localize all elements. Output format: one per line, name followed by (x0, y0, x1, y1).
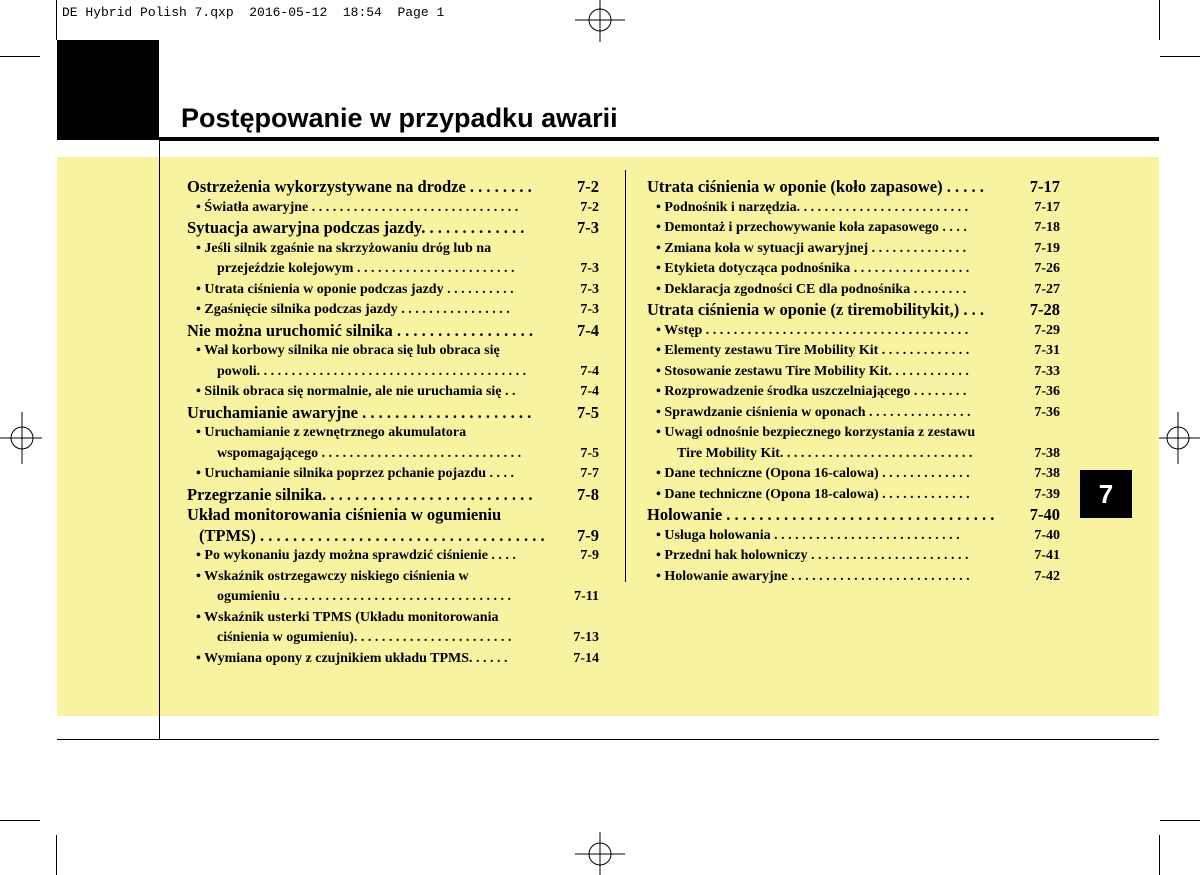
toc-subsection-entry[interactable] (647, 382, 1060, 403)
toc-entry-label: • Utrata ciśnienia w oponie podczas jazdy . . . . . . . . . . (196, 281, 514, 297)
toc-entry-page: 7-4 (580, 384, 599, 399)
toc-entry-label: • Po wykonaniu jazdy można sprawdzić ciśnienie . . . . (196, 548, 516, 563)
toc-section-entry[interactable] (647, 505, 1060, 526)
toc-entry-label: Tire Mobility Kit. . . . . . . . . . . . . . . . . . . . . . . . . . . . (677, 445, 973, 461)
toc-entry-label: • Uruchamianie silnika poprzez pchanie pojazdu . . . . (196, 466, 514, 481)
toc-entry-label: • Usługa holowania . . . . . . . . . . . . . . . . . . . . . . . . . . . (656, 527, 960, 543)
toc-subsection-entry[interactable] (647, 259, 1060, 280)
toc-entry-label: • Elementy zestawu Tire Mobility Kit . . . . . . . . . . . . . (656, 343, 970, 358)
toc-entry-label: • Zgaśnięcie silnika podczas jazdy . . . . . . . . . . . . . . . . (196, 302, 510, 317)
toc-subsection-entry[interactable] (647, 218, 1060, 239)
toc-entry-label: • Rozprowadzenie środka uszczelniającego . . . . . . . . (656, 384, 967, 399)
toc-entry-label: Utrata ciśnienia w oponie (koło zapasowe) . . . . . (647, 177, 984, 196)
toc-entry-page: 7-27 (1034, 281, 1060, 297)
registration-mark-right (1158, 412, 1200, 464)
crop-mark-top-right-v (1159, 0, 1160, 40)
toc-entry-page: 7-36 (1034, 384, 1060, 399)
toc-subsection-entry[interactable] (647, 526, 1060, 547)
toc-entry-page: 7-4 (577, 320, 599, 340)
toc-subsection-entry[interactable] (647, 464, 1060, 485)
toc-entry-label: • Wał korbowy silnika nie obraca się lub obraca się (196, 343, 500, 358)
toc-subsection-entry[interactable] (647, 321, 1060, 342)
toc-subsection-entry[interactable] (187, 608, 599, 629)
toc-subsection-entry[interactable] (187, 649, 599, 670)
title-rule (159, 137, 1159, 141)
toc-subsection-entry[interactable] (647, 546, 1060, 567)
crop-mark-bottom-right-h (1160, 820, 1200, 821)
crop-mark-top-right-h (1160, 56, 1200, 57)
column-divider (625, 170, 626, 582)
toc-entry-label: • Stosowanie zestawu Tire Mobility Kit. . . . . . . . . . . . (656, 363, 969, 379)
toc-entry-label: • Światła awaryjne . . . . . . . . . . . . . . . . . . . . . . . . . . . . . . (196, 199, 519, 215)
registration-mark-bottom (575, 832, 625, 875)
toc-subsection-entry[interactable] (187, 382, 599, 403)
toc-subsection-entry[interactable] (187, 423, 599, 444)
toc-subsection-entry[interactable] (647, 362, 1060, 383)
toc-entry-page: 7-31 (1034, 343, 1060, 358)
toc-entry-page: 7-7 (580, 466, 599, 481)
toc-subsection-entry[interactable] (187, 259, 599, 280)
toc-entry-page: 7-19 (1034, 240, 1060, 256)
toc-entry-label: Sytuacja awaryjna podczas jazdy. . . . . . . . . . . . . (187, 218, 525, 237)
toc-subsection-entry[interactable] (187, 628, 599, 649)
toc-entry-page: 7-3 (580, 302, 599, 317)
registration-mark-left (0, 412, 42, 464)
toc-subsection-entry[interactable] (647, 423, 1060, 444)
toc-entry-label: • Zmiana koła w sytuacji awaryjnej . . . . . . . . . . . . . . (656, 240, 967, 256)
toc-section-entry[interactable] (187, 177, 599, 198)
toc-entry-page: 7-2 (580, 199, 599, 215)
toc-subsection-entry[interactable] (647, 239, 1060, 260)
crop-mark-top-left-h (0, 56, 40, 57)
toc-subsection-entry[interactable] (647, 567, 1060, 588)
crop-mark-bottom-left-h (0, 820, 40, 821)
toc-entry-page: 7-33 (1034, 363, 1060, 379)
print-header: DE Hybrid Polish 7.qxp 2016-05-12 18:54 Page 1 (62, 5, 445, 20)
toc-entry-label: • Wymiana opony z czujnikiem układu TPMS. . . . . . (196, 650, 508, 666)
toc-entry-page: 7-42 (1034, 568, 1060, 584)
toc-subsection-entry[interactable] (187, 362, 599, 383)
toc-entry-label: Ostrzeżenia wykorzystywane na drodze . . . . . . . . (187, 177, 532, 196)
toc-section-entry[interactable] (187, 505, 599, 526)
toc-entry-page: 7-36 (1034, 404, 1060, 420)
toc-entry-label: ciśnienia w ogumieniu). . . . . . . . . . . . . . . . . . . . . . . (217, 630, 512, 645)
toc-entry-label: (TPMS) . . . . . . . . . . . . . . . . . . . . . . . . . . . . . . . . . . . (199, 525, 545, 545)
toc-subsection-entry[interactable] (187, 546, 599, 567)
crop-mark-bottom-right-v (1159, 835, 1160, 875)
toc-entry-page: 7-38 (1034, 466, 1060, 481)
toc-entry-label: • Deklaracja zgodności CE dla podnośnika . . . . . . . . (656, 281, 967, 297)
toc-entry-label: • Holowanie awaryjne . . . . . . . . . . . . . . . . . . . . . . . . . . (656, 568, 970, 584)
toc-entry-page: 7-29 (1034, 322, 1060, 338)
toc-entry-label: przejeździe kolejowym . . . . . . . . . . . . . . . . . . . . . . . (217, 261, 515, 276)
toc-entry-page: 7-38 (1034, 445, 1060, 461)
toc-section-entry[interactable] (187, 403, 599, 424)
toc-section-entry[interactable] (187, 526, 599, 547)
toc-entry-label: • Uruchamianie z zewnętrznego akumulatora (196, 425, 467, 440)
toc-subsection-entry[interactable] (187, 198, 599, 219)
toc-subsection-entry[interactable] (187, 464, 599, 485)
chapter-header-block (57, 40, 159, 140)
toc-subsection-entry[interactable] (187, 587, 599, 608)
toc-entry-label: Przegrzanie silnika. . . . . . . . . . . . . . . . . . . . . . . . . . (187, 484, 533, 504)
toc-subsection-entry[interactable] (187, 341, 599, 362)
toc-entry-page: 7-4 (580, 363, 599, 379)
page-title: Postępowanie w przypadku awarii (181, 103, 618, 133)
toc-subsection-entry[interactable] (187, 239, 599, 260)
toc-entry-page: 7-41 (1034, 548, 1060, 563)
toc-entry-label: • Uwagi odnośnie bezpiecznego korzystania z zestawu (656, 425, 976, 440)
toc-entry-page: 7-5 (577, 402, 599, 422)
toc-entry-label: • Wskaźnik usterki TPMS (Układu monitorowania (196, 609, 499, 625)
toc-subsection-entry[interactable] (187, 300, 599, 321)
toc-entry-label: • Demontaż i przechowywanie koła zapasowego . . . . (656, 220, 967, 235)
chapter-tab[interactable]: 7 (1080, 470, 1132, 518)
toc-entry-page: 7-40 (1029, 505, 1060, 524)
toc-entry-page: 7-17 (1034, 199, 1060, 215)
toc-right-column (647, 177, 1060, 587)
toc-entry-page: 7-40 (1034, 527, 1060, 543)
toc-entry-page: 7-8 (577, 484, 599, 504)
toc-entry-page: 7-13 (573, 630, 599, 645)
left-margin-rule (159, 140, 160, 740)
toc-entry-page: 7-11 (574, 589, 599, 604)
toc-entry-label: ogumieniu . . . . . . . . . . . . . . . . . . . . . . . . . . . . . . . . . (217, 589, 512, 604)
toc-entry-page: 7-18 (1034, 220, 1060, 235)
toc-section-entry[interactable] (647, 300, 1060, 321)
toc-entry-label: Nie można uruchomić silnika . . . . . . . . . . . . . . . . . (187, 320, 534, 340)
toc-entry-label: • Wskaźnik ostrzegawczy niskiego ciśnienia w (196, 568, 469, 584)
toc-entry-label: • Wstęp . . . . . . . . . . . . . . . . . . . . . . . . . . . . . . . . . . . . . . (656, 322, 969, 338)
toc-subsection-entry[interactable] (647, 280, 1060, 301)
toc-subsection-entry[interactable] (647, 198, 1060, 219)
toc-subsection-entry[interactable] (647, 444, 1060, 465)
toc-subsection-entry[interactable] (187, 444, 599, 465)
toc-entry-page: 7-3 (577, 218, 599, 237)
toc-entry-label: Uruchamianie awaryjne . . . . . . . . . . . . . . . . . . . . . (187, 402, 532, 422)
toc-left-column (187, 177, 599, 669)
toc-subsection-entry[interactable] (187, 567, 599, 588)
toc-entry-page: 7-9 (577, 525, 599, 545)
toc-section-entry[interactable] (187, 485, 599, 506)
toc-entry-label: Utrata ciśnienia w oponie (z tiremobilitykit,) . . . (647, 300, 984, 319)
toc-entry-page: 7-2 (577, 177, 599, 196)
toc-entry-page: 7-9 (580, 548, 599, 563)
toc-entry-page: 7-39 (1034, 486, 1060, 502)
registration-mark-top (575, 0, 625, 42)
bottom-rule (57, 739, 1159, 740)
toc-entry-label: wspomagającego . . . . . . . . . . . . . . . . . . . . . . . . . . . . . (217, 445, 522, 461)
toc-section-entry[interactable] (187, 218, 599, 239)
toc-entry-page: 7-26 (1034, 261, 1060, 276)
crop-mark-bottom-left-v (56, 835, 57, 875)
toc-entry-label: Układ monitorowania ciśnienia w ogumieniu (187, 505, 502, 524)
toc-entry-page: 7-17 (1029, 177, 1060, 196)
toc-subsection-entry[interactable] (647, 403, 1060, 424)
toc-entry-label: • Jeśli silnik zgaśnie na skrzyżowaniu dróg lub na (196, 240, 492, 256)
crop-mark-top-left-v (56, 0, 57, 40)
toc-entry-label: • Silnik obraca się normalnie, ale nie uruchamia się . . (196, 384, 516, 399)
toc-entry-label: • Przedni hak holowniczy . . . . . . . . . . . . . . . . . . . . . . . (656, 548, 969, 563)
toc-entry-page: 7-28 (1029, 300, 1060, 319)
toc-entry-label: • Dane techniczne (Opona 18-calowa) . . . . . . . . . . . . . (656, 486, 970, 502)
toc-entry-page: 7-3 (580, 281, 599, 297)
toc-entry-label: • Dane techniczne (Opona 16-calowa) . . . . . . . . . . . . . (656, 466, 970, 481)
toc-entry-label: powoli. . . . . . . . . . . . . . . . . . . . . . . . . . . . . . . . . . . . . . . (217, 363, 527, 379)
toc-entry-page: 7-3 (580, 261, 599, 276)
toc-subsection-entry[interactable] (187, 280, 599, 301)
toc-entry-page: 7-5 (580, 445, 599, 461)
toc-entry-page: 7-14 (573, 650, 599, 666)
toc-entry-label: • Sprawdzanie ciśnienia w oponach . . . . . . . . . . . . . . . (656, 404, 971, 420)
toc-subsection-entry[interactable] (647, 485, 1060, 506)
toc-subsection-entry[interactable] (647, 341, 1060, 362)
toc-section-entry[interactable] (187, 321, 599, 342)
toc-entry-label: Holowanie . . . . . . . . . . . . . . . . . . . . . . . . . . . . . . . . . (647, 505, 995, 524)
toc-entry-label: • Etykieta dotycząca podnośnika . . . . . . . . . . . . . . . . . (656, 261, 970, 276)
toc-entry-label: • Podnośnik i narzędzia. . . . . . . . . . . . . . . . . . . . . . . . . (656, 199, 969, 215)
toc-section-entry[interactable] (647, 177, 1060, 198)
